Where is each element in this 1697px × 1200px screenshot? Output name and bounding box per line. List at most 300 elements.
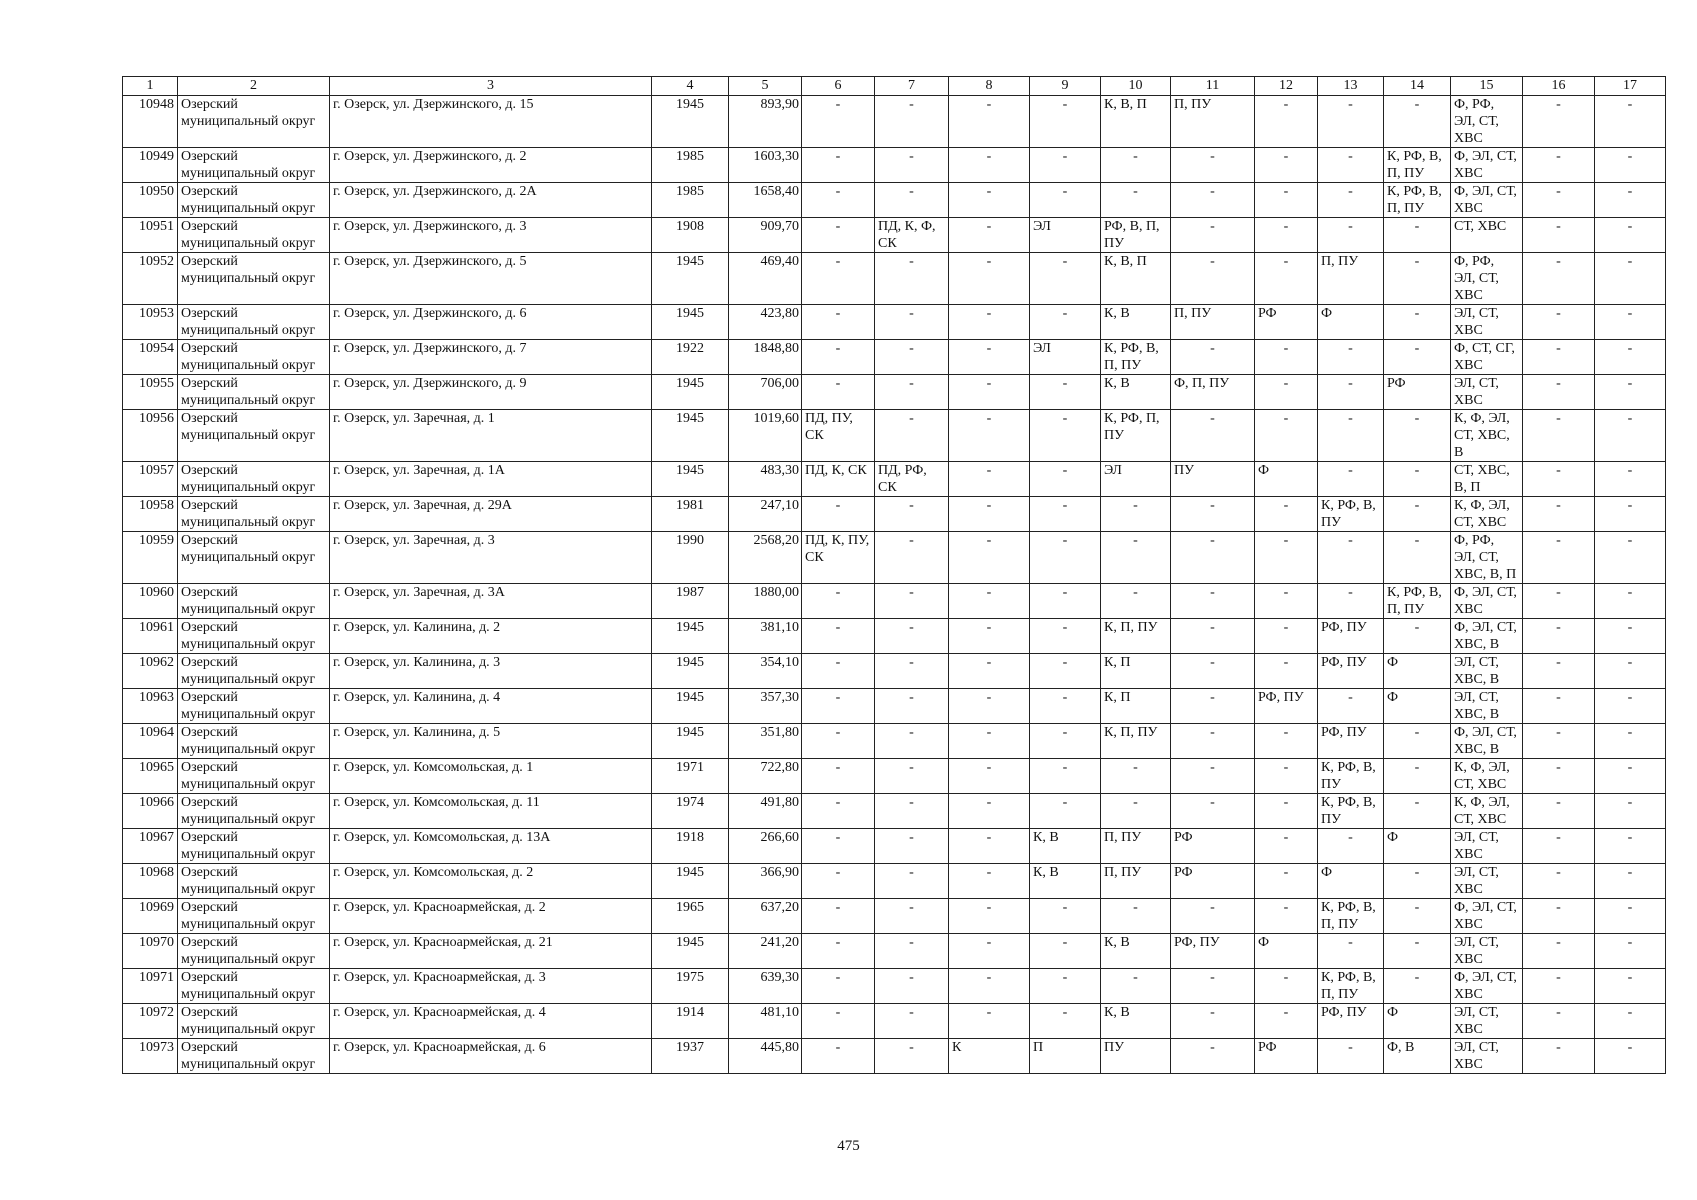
col-16-cell: - <box>1523 532 1595 584</box>
col-11-cell: - <box>1171 654 1255 689</box>
col-6-cell: - <box>802 899 875 934</box>
col-6-cell: - <box>802 1039 875 1074</box>
col-13-cell: К, РФ, В, ПУ <box>1318 759 1384 794</box>
col-6-cell: - <box>802 497 875 532</box>
col-10-cell: К, П <box>1101 654 1171 689</box>
build-year-cell: 1945 <box>652 724 729 759</box>
municipality-cell: Озерский муниципальный округ <box>178 218 330 253</box>
col-9-cell: - <box>1030 410 1101 462</box>
col-12-cell: РФ <box>1255 1039 1318 1074</box>
col-7-cell: - <box>875 253 949 305</box>
col-14-cell: К, РФ, В, П, ПУ <box>1384 584 1451 619</box>
address-cell: г. Озерск, ул. Заречная, д. 29А <box>330 497 652 532</box>
record-id-cell: 10972 <box>123 1004 178 1039</box>
municipality-cell: Озерский муниципальный округ <box>178 724 330 759</box>
col-8-cell: - <box>949 794 1030 829</box>
col-16-cell: - <box>1523 305 1595 340</box>
address-cell: г. Озерск, ул. Комсомольская, д. 11 <box>330 794 652 829</box>
col-9-cell: - <box>1030 934 1101 969</box>
col-9-cell: ЭЛ <box>1030 340 1101 375</box>
column-number-12: 12 <box>1255 77 1318 96</box>
page-number: 475 <box>837 1138 860 1154</box>
municipality-cell: Озерский муниципальный округ <box>178 584 330 619</box>
address-cell: г. Озерск, ул. Красноармейская, д. 21 <box>330 934 652 969</box>
record-id-cell: 10950 <box>123 183 178 218</box>
col-6-cell: - <box>802 724 875 759</box>
build-year-cell: 1945 <box>652 462 729 497</box>
col-7-cell: - <box>875 1039 949 1074</box>
col-16-cell: - <box>1523 654 1595 689</box>
col-15-cell: Ф, РФ, ЭЛ, СТ, ХВС <box>1451 253 1523 305</box>
col-9-cell: - <box>1030 689 1101 724</box>
area-cell: 266,60 <box>729 829 802 864</box>
record-id-cell: 10961 <box>123 619 178 654</box>
col-13-cell: К, РФ, В, ПУ <box>1318 794 1384 829</box>
col-17-cell: - <box>1595 148 1666 183</box>
col-12-cell: - <box>1255 410 1318 462</box>
address-cell: г. Озерск, ул. Заречная, д. 3 <box>330 532 652 584</box>
col-10-cell: - <box>1101 148 1171 183</box>
record-id-cell: 10960 <box>123 584 178 619</box>
col-11-cell: - <box>1171 340 1255 375</box>
col-7-cell: - <box>875 724 949 759</box>
col-13-cell: - <box>1318 934 1384 969</box>
col-17-cell: - <box>1595 218 1666 253</box>
col-15-cell: ЭЛ, СТ, ХВС, В <box>1451 689 1523 724</box>
column-number-1: 1 <box>123 77 178 96</box>
municipality-cell: Озерский муниципальный округ <box>178 497 330 532</box>
col-14-cell: Ф <box>1384 689 1451 724</box>
record-id-cell: 10951 <box>123 218 178 253</box>
column-number-9: 9 <box>1030 77 1101 96</box>
col-11-cell: - <box>1171 794 1255 829</box>
col-14-cell: - <box>1384 96 1451 148</box>
col-10-cell: - <box>1101 532 1171 584</box>
col-14-cell: - <box>1384 969 1451 1004</box>
col-17-cell: - <box>1595 96 1666 148</box>
col-12-cell: - <box>1255 340 1318 375</box>
build-year-cell: 1985 <box>652 148 729 183</box>
build-year-cell: 1918 <box>652 829 729 864</box>
col-17-cell: - <box>1595 759 1666 794</box>
col-10-cell: К, В <box>1101 934 1171 969</box>
record-id-cell: 10973 <box>123 1039 178 1074</box>
col-14-cell: - <box>1384 532 1451 584</box>
record-id-cell: 10970 <box>123 934 178 969</box>
record-id-cell: 10963 <box>123 689 178 724</box>
address-cell: г. Озерск, ул. Комсомольская, д. 2 <box>330 864 652 899</box>
municipality-cell: Озерский муниципальный округ <box>178 899 330 934</box>
col-17-cell: - <box>1595 584 1666 619</box>
col-17-cell: - <box>1595 532 1666 584</box>
municipality-cell: Озерский муниципальный округ <box>178 759 330 794</box>
col-17-cell: - <box>1595 619 1666 654</box>
build-year-cell: 1945 <box>652 253 729 305</box>
area-cell: 893,90 <box>729 96 802 148</box>
col-8-cell: - <box>949 934 1030 969</box>
col-8-cell: - <box>949 532 1030 584</box>
col-6-cell: ПД, К, ПУ, СК <box>802 532 875 584</box>
col-6-cell: - <box>802 183 875 218</box>
col-16-cell: - <box>1523 969 1595 1004</box>
col-8-cell: - <box>949 183 1030 218</box>
col-16-cell: - <box>1523 375 1595 410</box>
col-6-cell: - <box>802 253 875 305</box>
area-cell: 247,10 <box>729 497 802 532</box>
record-id-cell: 10968 <box>123 864 178 899</box>
municipality-cell: Озерский муниципальный округ <box>178 253 330 305</box>
area-cell: 639,30 <box>729 969 802 1004</box>
col-7-cell: - <box>875 759 949 794</box>
col-12-cell: - <box>1255 794 1318 829</box>
col-9-cell: - <box>1030 253 1101 305</box>
col-14-cell: Ф, В <box>1384 1039 1451 1074</box>
municipality-cell: Озерский муниципальный округ <box>178 96 330 148</box>
address-cell: г. Озерск, ул. Заречная, д. 1 <box>330 410 652 462</box>
area-cell: 357,30 <box>729 689 802 724</box>
col-13-cell: - <box>1318 584 1384 619</box>
col-10-cell: ПУ <box>1101 1039 1171 1074</box>
col-13-cell: РФ, ПУ <box>1318 1004 1384 1039</box>
col-14-cell: Ф <box>1384 654 1451 689</box>
col-10-cell: РФ, В, П, ПУ <box>1101 218 1171 253</box>
col-8-cell: - <box>949 218 1030 253</box>
municipality-cell: Озерский муниципальный округ <box>178 340 330 375</box>
col-12-cell: - <box>1255 183 1318 218</box>
col-7-cell: - <box>875 619 949 654</box>
col-14-cell: - <box>1384 340 1451 375</box>
col-12-cell: - <box>1255 1004 1318 1039</box>
record-id-cell: 10967 <box>123 829 178 864</box>
col-16-cell: - <box>1523 759 1595 794</box>
table-row <box>123 899 1666 934</box>
col-11-cell: - <box>1171 253 1255 305</box>
col-14-cell: К, РФ, В, П, ПУ <box>1384 183 1451 218</box>
col-17-cell: - <box>1595 410 1666 462</box>
column-number-14: 14 <box>1384 77 1451 96</box>
col-7-cell: - <box>875 899 949 934</box>
col-11-cell: П, ПУ <box>1171 305 1255 340</box>
col-9-cell: ЭЛ <box>1030 218 1101 253</box>
col-13-cell: - <box>1318 218 1384 253</box>
col-10-cell: - <box>1101 899 1171 934</box>
col-6-cell: - <box>802 689 875 724</box>
col-9-cell: - <box>1030 584 1101 619</box>
col-13-cell: РФ, ПУ <box>1318 654 1384 689</box>
table-row <box>123 340 1666 375</box>
table-row <box>123 532 1666 584</box>
col-8-cell: - <box>949 253 1030 305</box>
col-11-cell: РФ <box>1171 829 1255 864</box>
col-15-cell: ЭЛ, СТ, ХВС <box>1451 934 1523 969</box>
col-11-cell: - <box>1171 1004 1255 1039</box>
col-12-cell: Ф <box>1255 934 1318 969</box>
col-9-cell: - <box>1030 724 1101 759</box>
col-8-cell: - <box>949 969 1030 1004</box>
col-9-cell: - <box>1030 305 1101 340</box>
build-year-cell: 1945 <box>652 375 729 410</box>
col-7-cell: - <box>875 305 949 340</box>
column-number-6: 6 <box>802 77 875 96</box>
col-9-cell: - <box>1030 183 1101 218</box>
table-body <box>123 96 1666 1074</box>
col-13-cell: - <box>1318 375 1384 410</box>
col-14-cell: РФ <box>1384 375 1451 410</box>
col-12-cell: - <box>1255 584 1318 619</box>
col-14-cell: - <box>1384 759 1451 794</box>
record-id-cell: 10954 <box>123 340 178 375</box>
table-row <box>123 148 1666 183</box>
build-year-cell: 1945 <box>652 410 729 462</box>
col-7-cell: - <box>875 375 949 410</box>
col-8-cell: - <box>949 340 1030 375</box>
col-10-cell: К, В, П <box>1101 96 1171 148</box>
col-11-cell: П, ПУ <box>1171 96 1255 148</box>
col-16-cell: - <box>1523 724 1595 759</box>
col-16-cell: - <box>1523 148 1595 183</box>
col-15-cell: Ф, ЭЛ, СТ, ХВС, В <box>1451 724 1523 759</box>
col-13-cell: - <box>1318 148 1384 183</box>
col-6-cell: ПД, К, СК <box>802 462 875 497</box>
build-year-cell: 1945 <box>652 96 729 148</box>
col-13-cell: Ф <box>1318 864 1384 899</box>
municipality-cell: Озерский муниципальный округ <box>178 532 330 584</box>
col-11-cell: ПУ <box>1171 462 1255 497</box>
col-14-cell: Ф <box>1384 829 1451 864</box>
col-15-cell: СТ, ХВС, В, П <box>1451 462 1523 497</box>
address-cell: г. Озерск, ул. Дзержинского, д. 3 <box>330 218 652 253</box>
build-year-cell: 1945 <box>652 305 729 340</box>
col-16-cell: - <box>1523 410 1595 462</box>
build-year-cell: 1981 <box>652 497 729 532</box>
address-cell: г. Озерск, ул. Калинина, д. 2 <box>330 619 652 654</box>
col-12-cell: - <box>1255 218 1318 253</box>
col-10-cell: - <box>1101 183 1171 218</box>
area-cell: 706,00 <box>729 375 802 410</box>
col-15-cell: К, Ф, ЭЛ, СТ, ХВС <box>1451 759 1523 794</box>
col-14-cell: - <box>1384 410 1451 462</box>
area-cell: 483,30 <box>729 462 802 497</box>
col-10-cell: П, ПУ <box>1101 864 1171 899</box>
table-row <box>123 654 1666 689</box>
record-id-cell: 10966 <box>123 794 178 829</box>
municipality-cell: Озерский муниципальный округ <box>178 305 330 340</box>
area-cell: 637,20 <box>729 899 802 934</box>
build-year-cell: 1945 <box>652 619 729 654</box>
col-14-cell: - <box>1384 253 1451 305</box>
col-8-cell: - <box>949 864 1030 899</box>
col-7-cell: - <box>875 497 949 532</box>
col-7-cell: - <box>875 584 949 619</box>
col-10-cell: К, В <box>1101 375 1171 410</box>
col-7-cell: - <box>875 654 949 689</box>
table-row <box>123 497 1666 532</box>
record-id-cell: 10959 <box>123 532 178 584</box>
table-row <box>123 864 1666 899</box>
col-13-cell: П, ПУ <box>1318 253 1384 305</box>
address-cell: г. Озерск, ул. Заречная, д. 1А <box>330 462 652 497</box>
col-15-cell: СТ, ХВС <box>1451 218 1523 253</box>
table-row <box>123 410 1666 462</box>
record-id-cell: 10948 <box>123 96 178 148</box>
municipality-cell: Озерский муниципальный округ <box>178 1039 330 1074</box>
col-9-cell: - <box>1030 497 1101 532</box>
col-17-cell: - <box>1595 183 1666 218</box>
build-year-cell: 1945 <box>652 654 729 689</box>
municipality-cell: Озерский муниципальный округ <box>178 183 330 218</box>
col-12-cell: - <box>1255 829 1318 864</box>
col-12-cell: РФ <box>1255 305 1318 340</box>
address-cell: г. Озерск, ул. Дзержинского, д. 5 <box>330 253 652 305</box>
col-9-cell: - <box>1030 462 1101 497</box>
table-row <box>123 584 1666 619</box>
address-cell: г. Озерск, ул. Калинина, д. 3 <box>330 654 652 689</box>
col-9-cell: - <box>1030 1004 1101 1039</box>
col-9-cell: - <box>1030 969 1101 1004</box>
address-cell: г. Озерск, ул. Комсомольская, д. 1 <box>330 759 652 794</box>
address-cell: г. Озерск, ул. Красноармейская, д. 3 <box>330 969 652 1004</box>
col-10-cell: К, П, ПУ <box>1101 724 1171 759</box>
col-8-cell: - <box>949 305 1030 340</box>
col-15-cell: ЭЛ, СТ, ХВС <box>1451 375 1523 410</box>
table-row <box>123 759 1666 794</box>
address-cell: г. Озерск, ул. Калинина, д. 5 <box>330 724 652 759</box>
build-year-cell: 1914 <box>652 1004 729 1039</box>
col-13-cell: - <box>1318 96 1384 148</box>
col-12-cell: - <box>1255 532 1318 584</box>
col-13-cell: - <box>1318 532 1384 584</box>
build-year-cell: 1975 <box>652 969 729 1004</box>
record-id-cell: 10971 <box>123 969 178 1004</box>
col-7-cell: - <box>875 934 949 969</box>
col-7-cell: ПД, РФ, СК <box>875 462 949 497</box>
col-16-cell: - <box>1523 829 1595 864</box>
address-cell: г. Озерск, ул. Красноармейская, д. 4 <box>330 1004 652 1039</box>
table-row <box>123 794 1666 829</box>
col-12-cell: - <box>1255 96 1318 148</box>
housing-register-table <box>122 76 1666 1074</box>
address-cell: г. Озерск, ул. Калинина, д. 4 <box>330 689 652 724</box>
col-6-cell: - <box>802 934 875 969</box>
column-number-17: 17 <box>1595 77 1666 96</box>
col-17-cell: - <box>1595 340 1666 375</box>
col-14-cell: - <box>1384 218 1451 253</box>
record-id-cell: 10969 <box>123 899 178 934</box>
col-15-cell: К, Ф, ЭЛ, СТ, ХВС <box>1451 794 1523 829</box>
table-row <box>123 619 1666 654</box>
col-11-cell: - <box>1171 1039 1255 1074</box>
col-14-cell: - <box>1384 934 1451 969</box>
column-number-2: 2 <box>178 77 330 96</box>
col-17-cell: - <box>1595 934 1666 969</box>
col-12-cell: - <box>1255 497 1318 532</box>
col-13-cell: - <box>1318 183 1384 218</box>
col-13-cell: К, РФ, В, ПУ <box>1318 497 1384 532</box>
col-16-cell: - <box>1523 794 1595 829</box>
col-7-cell: - <box>875 829 949 864</box>
address-cell: г. Озерск, ул. Заречная, д. 3А <box>330 584 652 619</box>
table-row <box>123 1039 1666 1074</box>
col-10-cell: К, В <box>1101 1004 1171 1039</box>
record-id-cell: 10952 <box>123 253 178 305</box>
table-row <box>123 218 1666 253</box>
record-id-cell: 10949 <box>123 148 178 183</box>
col-11-cell: РФ <box>1171 864 1255 899</box>
col-16-cell: - <box>1523 934 1595 969</box>
col-11-cell: - <box>1171 410 1255 462</box>
col-6-cell: - <box>802 969 875 1004</box>
col-6-cell: - <box>802 1004 875 1039</box>
col-8-cell: - <box>949 375 1030 410</box>
table-row <box>123 1004 1666 1039</box>
col-9-cell: - <box>1030 619 1101 654</box>
area-cell: 1603,30 <box>729 148 802 183</box>
col-16-cell: - <box>1523 619 1595 654</box>
record-id-cell: 10964 <box>123 724 178 759</box>
col-10-cell: К, РФ, В, П, ПУ <box>1101 340 1171 375</box>
col-12-cell: - <box>1255 864 1318 899</box>
col-16-cell: - <box>1523 218 1595 253</box>
col-8-cell: - <box>949 899 1030 934</box>
col-10-cell: - <box>1101 759 1171 794</box>
col-11-cell: - <box>1171 619 1255 654</box>
record-id-cell: 10955 <box>123 375 178 410</box>
col-8-cell: - <box>949 619 1030 654</box>
col-16-cell: - <box>1523 340 1595 375</box>
municipality-cell: Озерский муниципальный округ <box>178 462 330 497</box>
col-12-cell: - <box>1255 375 1318 410</box>
col-6-cell: - <box>802 584 875 619</box>
col-17-cell: - <box>1595 654 1666 689</box>
col-7-cell: - <box>875 410 949 462</box>
col-15-cell: Ф, ЭЛ, СТ, ХВС <box>1451 148 1523 183</box>
col-12-cell: - <box>1255 969 1318 1004</box>
col-14-cell: - <box>1384 462 1451 497</box>
col-7-cell: - <box>875 689 949 724</box>
col-11-cell: - <box>1171 532 1255 584</box>
col-11-cell: - <box>1171 183 1255 218</box>
build-year-cell: 1971 <box>652 759 729 794</box>
col-10-cell: К, В, П <box>1101 253 1171 305</box>
municipality-cell: Озерский муниципальный округ <box>178 794 330 829</box>
municipality-cell: Озерский муниципальный округ <box>178 654 330 689</box>
address-cell: г. Озерск, ул. Красноармейская, д. 2 <box>330 899 652 934</box>
col-11-cell: - <box>1171 724 1255 759</box>
col-7-cell: - <box>875 969 949 1004</box>
col-8-cell: - <box>949 759 1030 794</box>
col-8-cell: - <box>949 96 1030 148</box>
col-6-cell: - <box>802 759 875 794</box>
col-16-cell: - <box>1523 462 1595 497</box>
col-9-cell: - <box>1030 532 1101 584</box>
col-16-cell: - <box>1523 1039 1595 1074</box>
col-13-cell: - <box>1318 829 1384 864</box>
table-row <box>123 829 1666 864</box>
area-cell: 445,80 <box>729 1039 802 1074</box>
table-row <box>123 724 1666 759</box>
area-cell: 491,80 <box>729 794 802 829</box>
col-9-cell: К, В <box>1030 829 1101 864</box>
col-10-cell: - <box>1101 969 1171 1004</box>
col-9-cell: - <box>1030 654 1101 689</box>
column-number-row <box>123 77 1666 96</box>
col-9-cell: - <box>1030 148 1101 183</box>
col-6-cell: - <box>802 305 875 340</box>
column-number-3: 3 <box>330 77 652 96</box>
col-9-cell: - <box>1030 375 1101 410</box>
col-8-cell: - <box>949 497 1030 532</box>
col-7-cell: ПД, К, Ф, СК <box>875 218 949 253</box>
